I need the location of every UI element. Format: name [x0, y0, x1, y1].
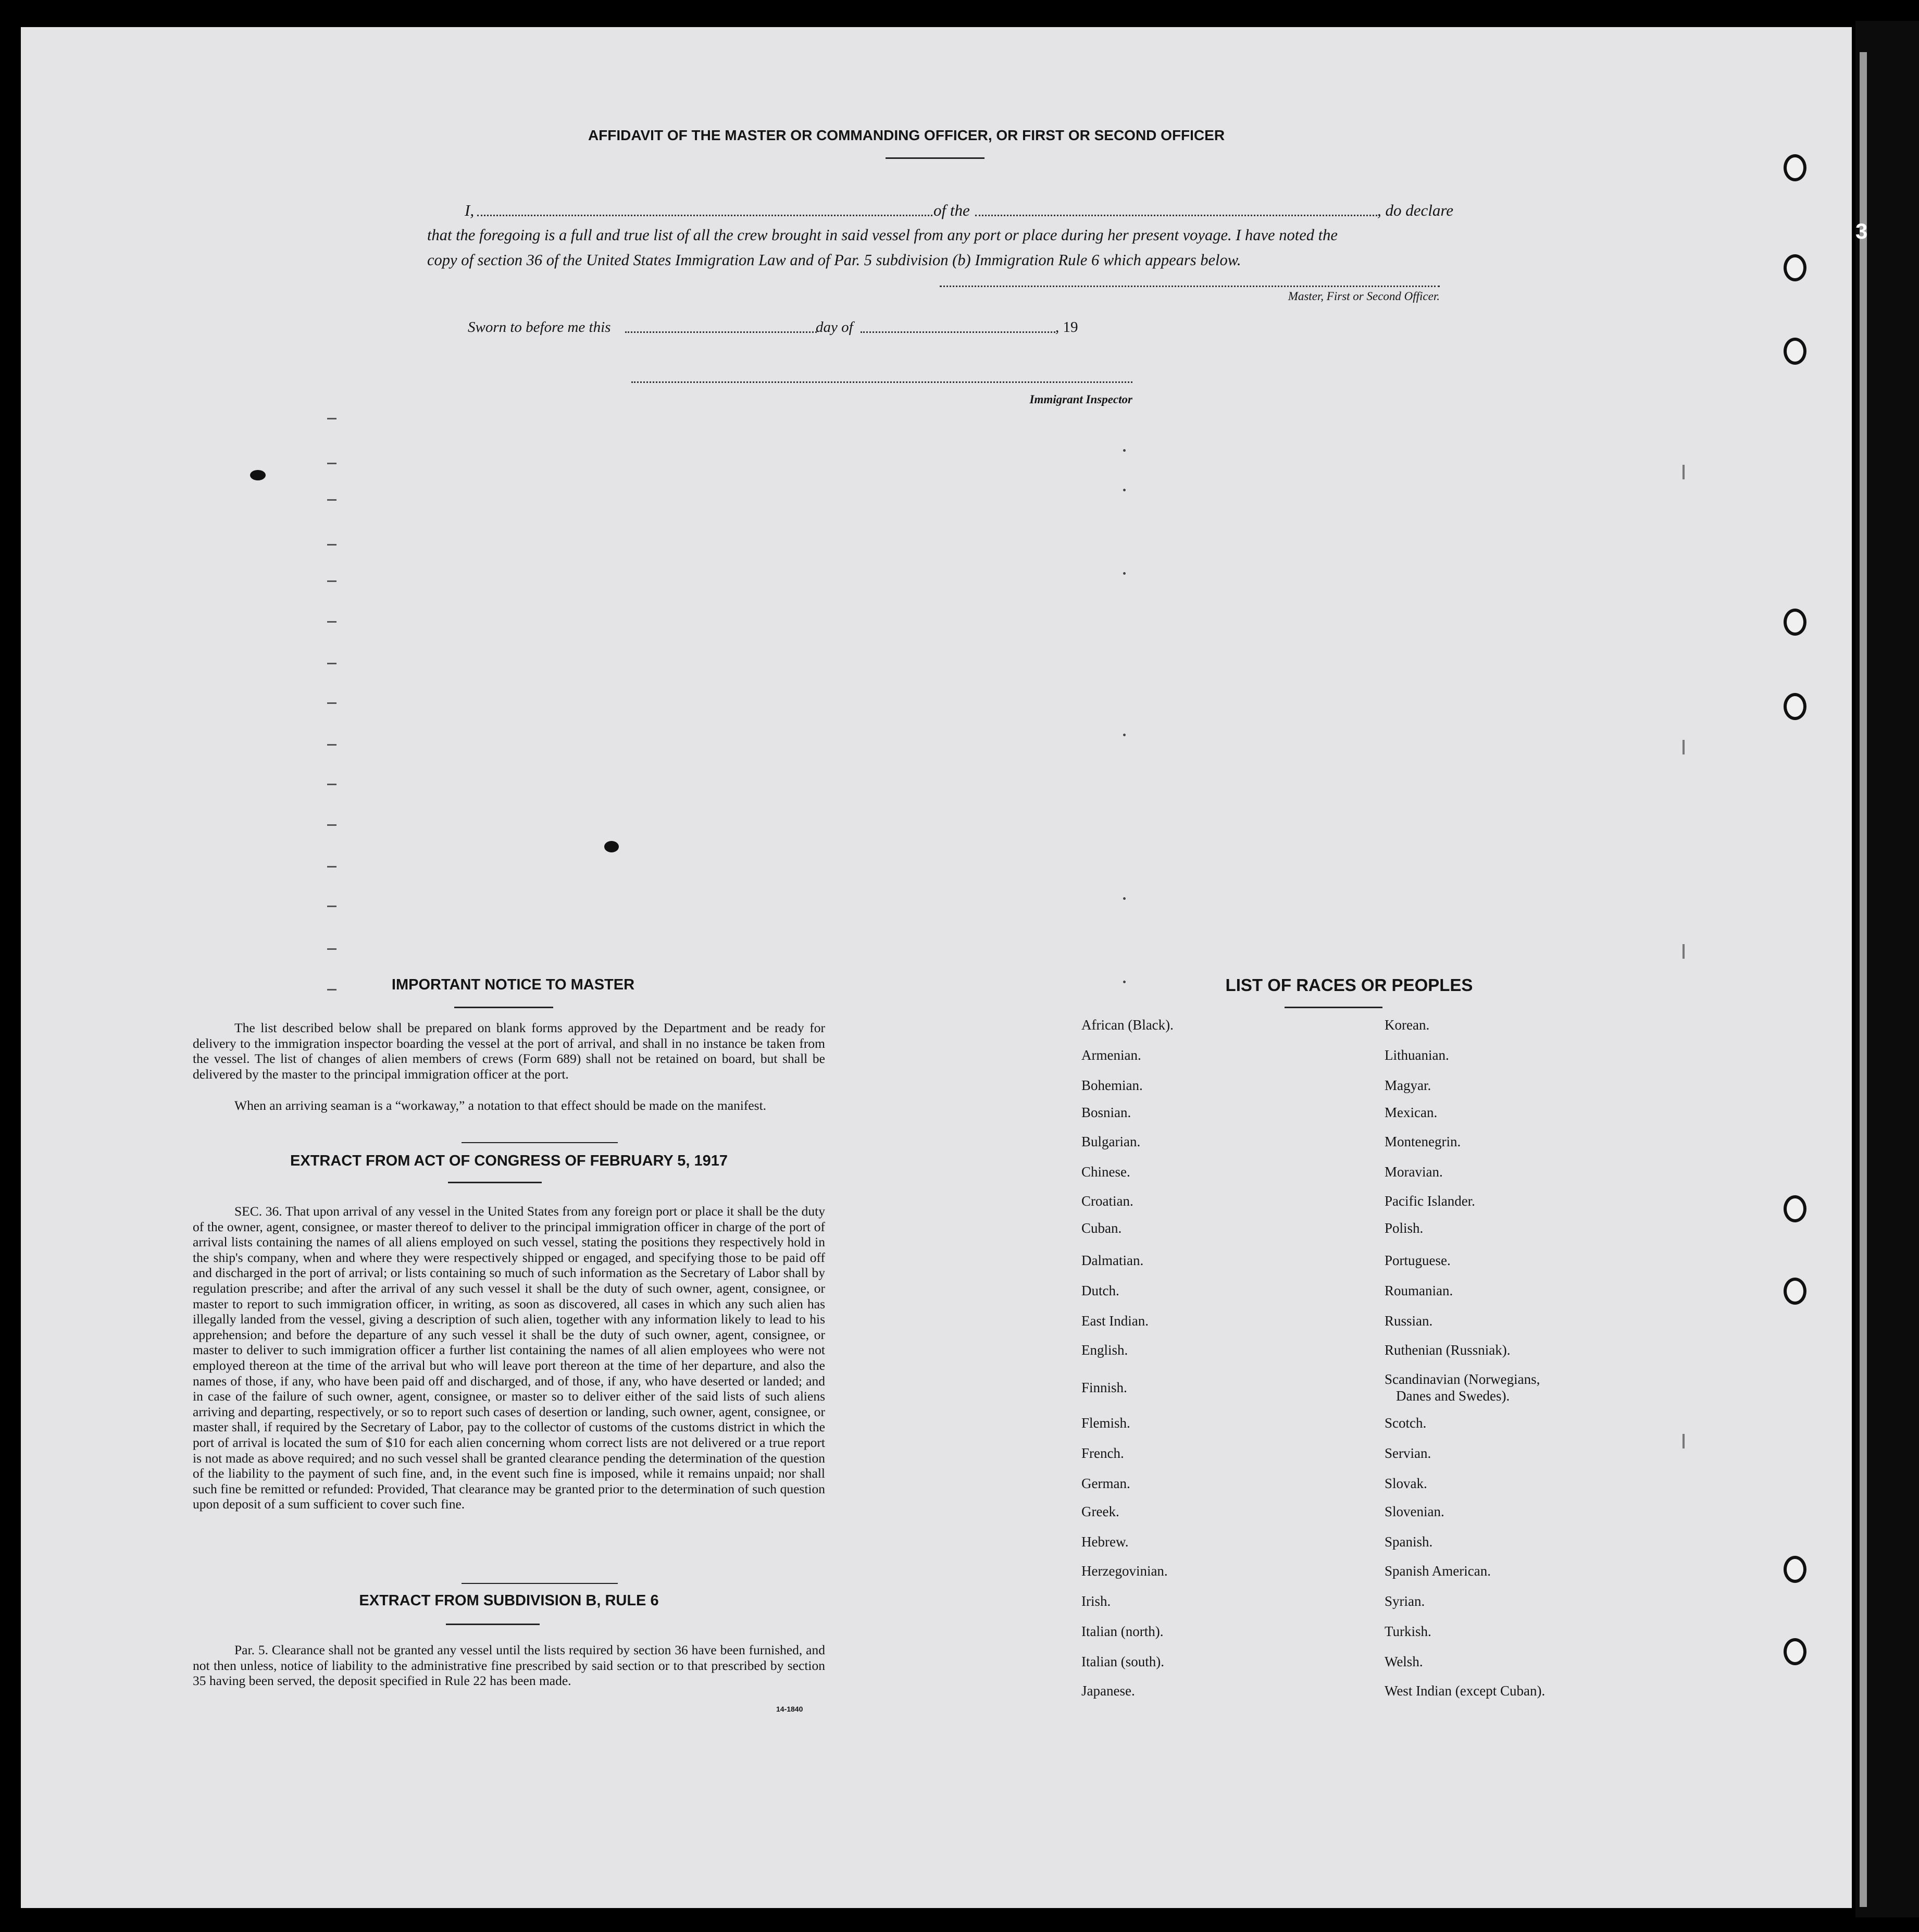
margin-dash	[327, 744, 337, 746]
race-item: Polish.	[1385, 1220, 1424, 1236]
races-rule	[1285, 1007, 1382, 1008]
section-rule	[462, 1142, 618, 1143]
margin-dot	[1123, 734, 1126, 736]
race-item: Spanish American.	[1385, 1563, 1491, 1579]
margin-dash	[327, 580, 337, 582]
extract-rule-title: EXTRACT FROM SUBDIVISION B, RULE 6	[359, 1592, 659, 1609]
races-title: LIST OF RACES OR PEOPLES	[1225, 975, 1473, 995]
bleed-mark	[1683, 740, 1685, 754]
bleed-mark	[1683, 944, 1685, 959]
year-label: , 19	[1055, 319, 1078, 336]
race-item: Slovenian.	[1385, 1504, 1444, 1519]
sworn-day-blank[interactable]	[625, 331, 817, 333]
margin-dash	[327, 906, 337, 907]
race-item: Servian.	[1385, 1445, 1431, 1461]
race-item: Japanese.	[1081, 1683, 1135, 1699]
race-item: Bulgarian.	[1081, 1134, 1141, 1149]
margin-dot	[1123, 489, 1126, 491]
margin-dash	[327, 702, 337, 704]
extract-act-text: SEC. 36. That upon arrival of any vessel in the United States from any foreign port or place it shall be the duty of the owner, agent, consignee, or master thereof to deliver to the principal immigration officer in charge of the port of arrival lists containing the names of all aliens employed on such vessel, stating the positions they respectively hold in the ship's company, when and where they were respectively shipped or engaged, and specifying those to be paid off and discharged in the port of arrival; or lists containing so much of such information as the Secretary of Labor shall by regulation prescribe; and after the arrival of any such vessel it shall be the duty of such owner, agent, consignee, or master to report to such immigration officer, in writing, as soon as discovered, all cases in which any such alien has illegally landed from the vessel, giving a description of such alien, together with any information likely to lead to his apprehension; and before the departure of any such vessel it shall be the duty of such owner, agent, consignee, or master to deliver to such immigration officer a further list containing the names of all alien employees who were not employed thereon at the time of the arrival but who will leave port thereon at the time of her departure, and also the names of those, if any, who have been paid off and discharged, and of those, if any, who have deserted or landed; and in case of the failure of such owner, agent, consignee, or master so to deliver either of the said lists of such aliens arriving and departing, respectively, or so to report such cases of desertion or landing, such owner, agent, consignee, or master shall, if required by the Secretary of Labor, pay to the collector of customs of the customs district in which the port of arrival is located the sum of $10 for each alien concerning whom correct lists are not delivered or a true report is not made as above required; and no such vessel shall be granted clearance pending the determination of the question of the liability to the payment of such fine, and, in the event such fine is imposed, while it remains unpaid; nor shall such fine be remitted or refunded: Provided, That clearance may be granted prior to the determination of such question upon deposit of a sum sufficient to cover such fine.	[193, 1204, 825, 1512]
race-item: Armenian.	[1081, 1047, 1141, 1063]
race-item: English.	[1081, 1342, 1128, 1358]
extract-act-rule	[448, 1182, 542, 1183]
race-item: Bohemian.	[1081, 1078, 1143, 1093]
race-item: Herzegovinian.	[1081, 1563, 1168, 1579]
race-item: Syrian.	[1385, 1593, 1425, 1609]
affidavit-line-3: copy of section 36 of the United States Immigration Law and of Par. 5 subdivision (b) Immigration Rule 6 which appears below.	[427, 251, 1241, 269]
margin-dot	[1123, 897, 1126, 900]
punch-hole	[1784, 693, 1806, 720]
race-item: Italian (north).	[1081, 1624, 1164, 1639]
film-strip-border	[1855, 21, 1919, 1917]
ink-blot	[604, 841, 619, 852]
margin-dash	[327, 824, 337, 826]
margin-dash	[327, 418, 337, 419]
punch-hole	[1784, 254, 1806, 281]
margin-dash	[327, 663, 337, 664]
extract-rule-rule	[446, 1624, 540, 1625]
extract-act-title: EXTRACT FROM ACT OF CONGRESS OF FEBRUARY 5, 1917	[290, 1153, 728, 1169]
extract-rule-text: Par. 5. Clearance shall not be granted any vessel until the lists required by section 36 have been furnished, and not then unless, notice of liability to the administrative fine prescribed by said section or to that prescribed by section 35 having been served, the deposit specified in Rule 22 has been made.	[193, 1642, 825, 1689]
race-item: Dutch.	[1081, 1283, 1119, 1298]
notice-text: The list described below shall be prepared on blank forms approved by the Department and be ready for delivery to the immigration inspector boarding the vessel at the port of arrival, and shall in no instance be taken from the vessel. The list of changes of alien members of crews (Form 689) shall not be retained on board, but shall be delivered by the master to the principal immigration officer at the port.	[193, 1020, 825, 1082]
sworn-month-blank[interactable]	[861, 331, 1055, 333]
race-item: Pacific Islander.	[1385, 1193, 1475, 1209]
race-item: Roumanian.	[1385, 1283, 1453, 1298]
race-item: Croatian.	[1081, 1193, 1133, 1209]
punch-hole	[1784, 609, 1806, 636]
race-item: Scandinavian (Norwegians,	[1385, 1371, 1540, 1387]
notice-rule	[454, 1007, 553, 1008]
punch-hole	[1784, 1278, 1806, 1305]
affidavit-of-the: of the	[933, 201, 970, 219]
race-item: Turkish.	[1385, 1624, 1431, 1639]
inspector-signature-line[interactable]	[631, 381, 1132, 383]
race-item: Dalmatian.	[1081, 1253, 1144, 1268]
race-item: Italian (south).	[1081, 1654, 1164, 1669]
punch-hole	[1784, 1638, 1806, 1665]
race-item: Finnish.	[1081, 1380, 1127, 1395]
race-item: Portuguese.	[1385, 1253, 1451, 1268]
affidavit-i: I,	[465, 201, 475, 219]
margin-dash	[327, 866, 337, 868]
race-item: East Indian.	[1081, 1313, 1149, 1329]
race-item: Greek.	[1081, 1504, 1119, 1519]
bleed-mark	[1683, 1434, 1685, 1448]
next-page-edge	[1860, 52, 1867, 1907]
affidavit-declare: , do declare	[1377, 201, 1454, 219]
race-item: Hebrew.	[1081, 1534, 1129, 1550]
race-item: Danes and Swedes).	[1396, 1388, 1510, 1404]
page-number: 3	[1855, 219, 1868, 243]
margin-dot	[1123, 572, 1126, 575]
ink-blot	[250, 470, 266, 480]
race-item: Welsh.	[1385, 1654, 1423, 1669]
section-rule	[462, 1583, 618, 1584]
race-item: West Indian (except Cuban).	[1385, 1683, 1546, 1699]
race-item: Cuban.	[1081, 1220, 1122, 1236]
punch-hole	[1784, 154, 1806, 181]
race-item: Ruthenian (Russniak).	[1385, 1342, 1511, 1358]
name-blank[interactable]	[477, 215, 932, 216]
document-page	[21, 27, 1852, 1908]
race-item: Lithuanian.	[1385, 1047, 1449, 1063]
race-item: Slovak.	[1385, 1476, 1427, 1491]
notice-text-2: When an arriving seaman is a “workaway,” a notation to that effect should be made on the manifest.	[234, 1098, 767, 1113]
punch-hole	[1784, 1195, 1806, 1222]
margin-dash	[327, 784, 337, 785]
race-item: Irish.	[1081, 1593, 1111, 1609]
margin-dash	[327, 463, 337, 464]
race-item: Chinese.	[1081, 1164, 1130, 1180]
margin-dash	[327, 948, 337, 950]
master-signature-label: Master, First or Second Officer.	[1288, 290, 1440, 303]
bleed-mark	[1683, 465, 1685, 479]
race-item: French.	[1081, 1445, 1124, 1461]
affidavit-title: AFFIDAVIT OF THE MASTER OR COMMANDING OFFICER, OR FIRST OR SECOND OFFICER	[588, 127, 1225, 143]
affidavit-line-2: that the foregoing is a full and true list of all the crew brought in said vessel from any port or place during her present voyage. I have noted the	[427, 226, 1338, 244]
race-item: Russian.	[1385, 1313, 1433, 1329]
sworn-label: Sworn to before me this	[468, 319, 611, 336]
margin-dash	[327, 499, 337, 501]
margin-dash	[327, 544, 337, 546]
race-item: Scotch.	[1385, 1415, 1427, 1431]
race-item: Mexican.	[1385, 1105, 1438, 1120]
margin-dash	[327, 621, 337, 623]
race-item: African (Black).	[1081, 1017, 1174, 1033]
margin-dot	[1123, 449, 1126, 452]
margin-dot	[1123, 981, 1126, 983]
race-item: German.	[1081, 1476, 1130, 1491]
inspector-label: Immigrant Inspector	[1029, 393, 1132, 406]
race-item: Bosnian.	[1081, 1105, 1131, 1120]
master-signature-line[interactable]	[940, 286, 1440, 287]
race-item: Flemish.	[1081, 1415, 1130, 1431]
vessel-blank[interactable]	[975, 215, 1377, 216]
day-of-label: day of	[816, 319, 853, 336]
race-item: Moravian.	[1385, 1164, 1443, 1180]
race-item: Montenegrin.	[1385, 1134, 1461, 1149]
form-number: 14-1840	[776, 1705, 803, 1713]
race-item: Magyar.	[1385, 1078, 1431, 1093]
punch-hole	[1784, 338, 1806, 365]
notice-title: IMPORTANT NOTICE TO MASTER	[391, 976, 635, 993]
race-item: Spanish.	[1385, 1534, 1433, 1550]
punch-hole	[1784, 1556, 1806, 1583]
race-item: Korean.	[1385, 1017, 1430, 1033]
title-rule	[886, 157, 985, 159]
